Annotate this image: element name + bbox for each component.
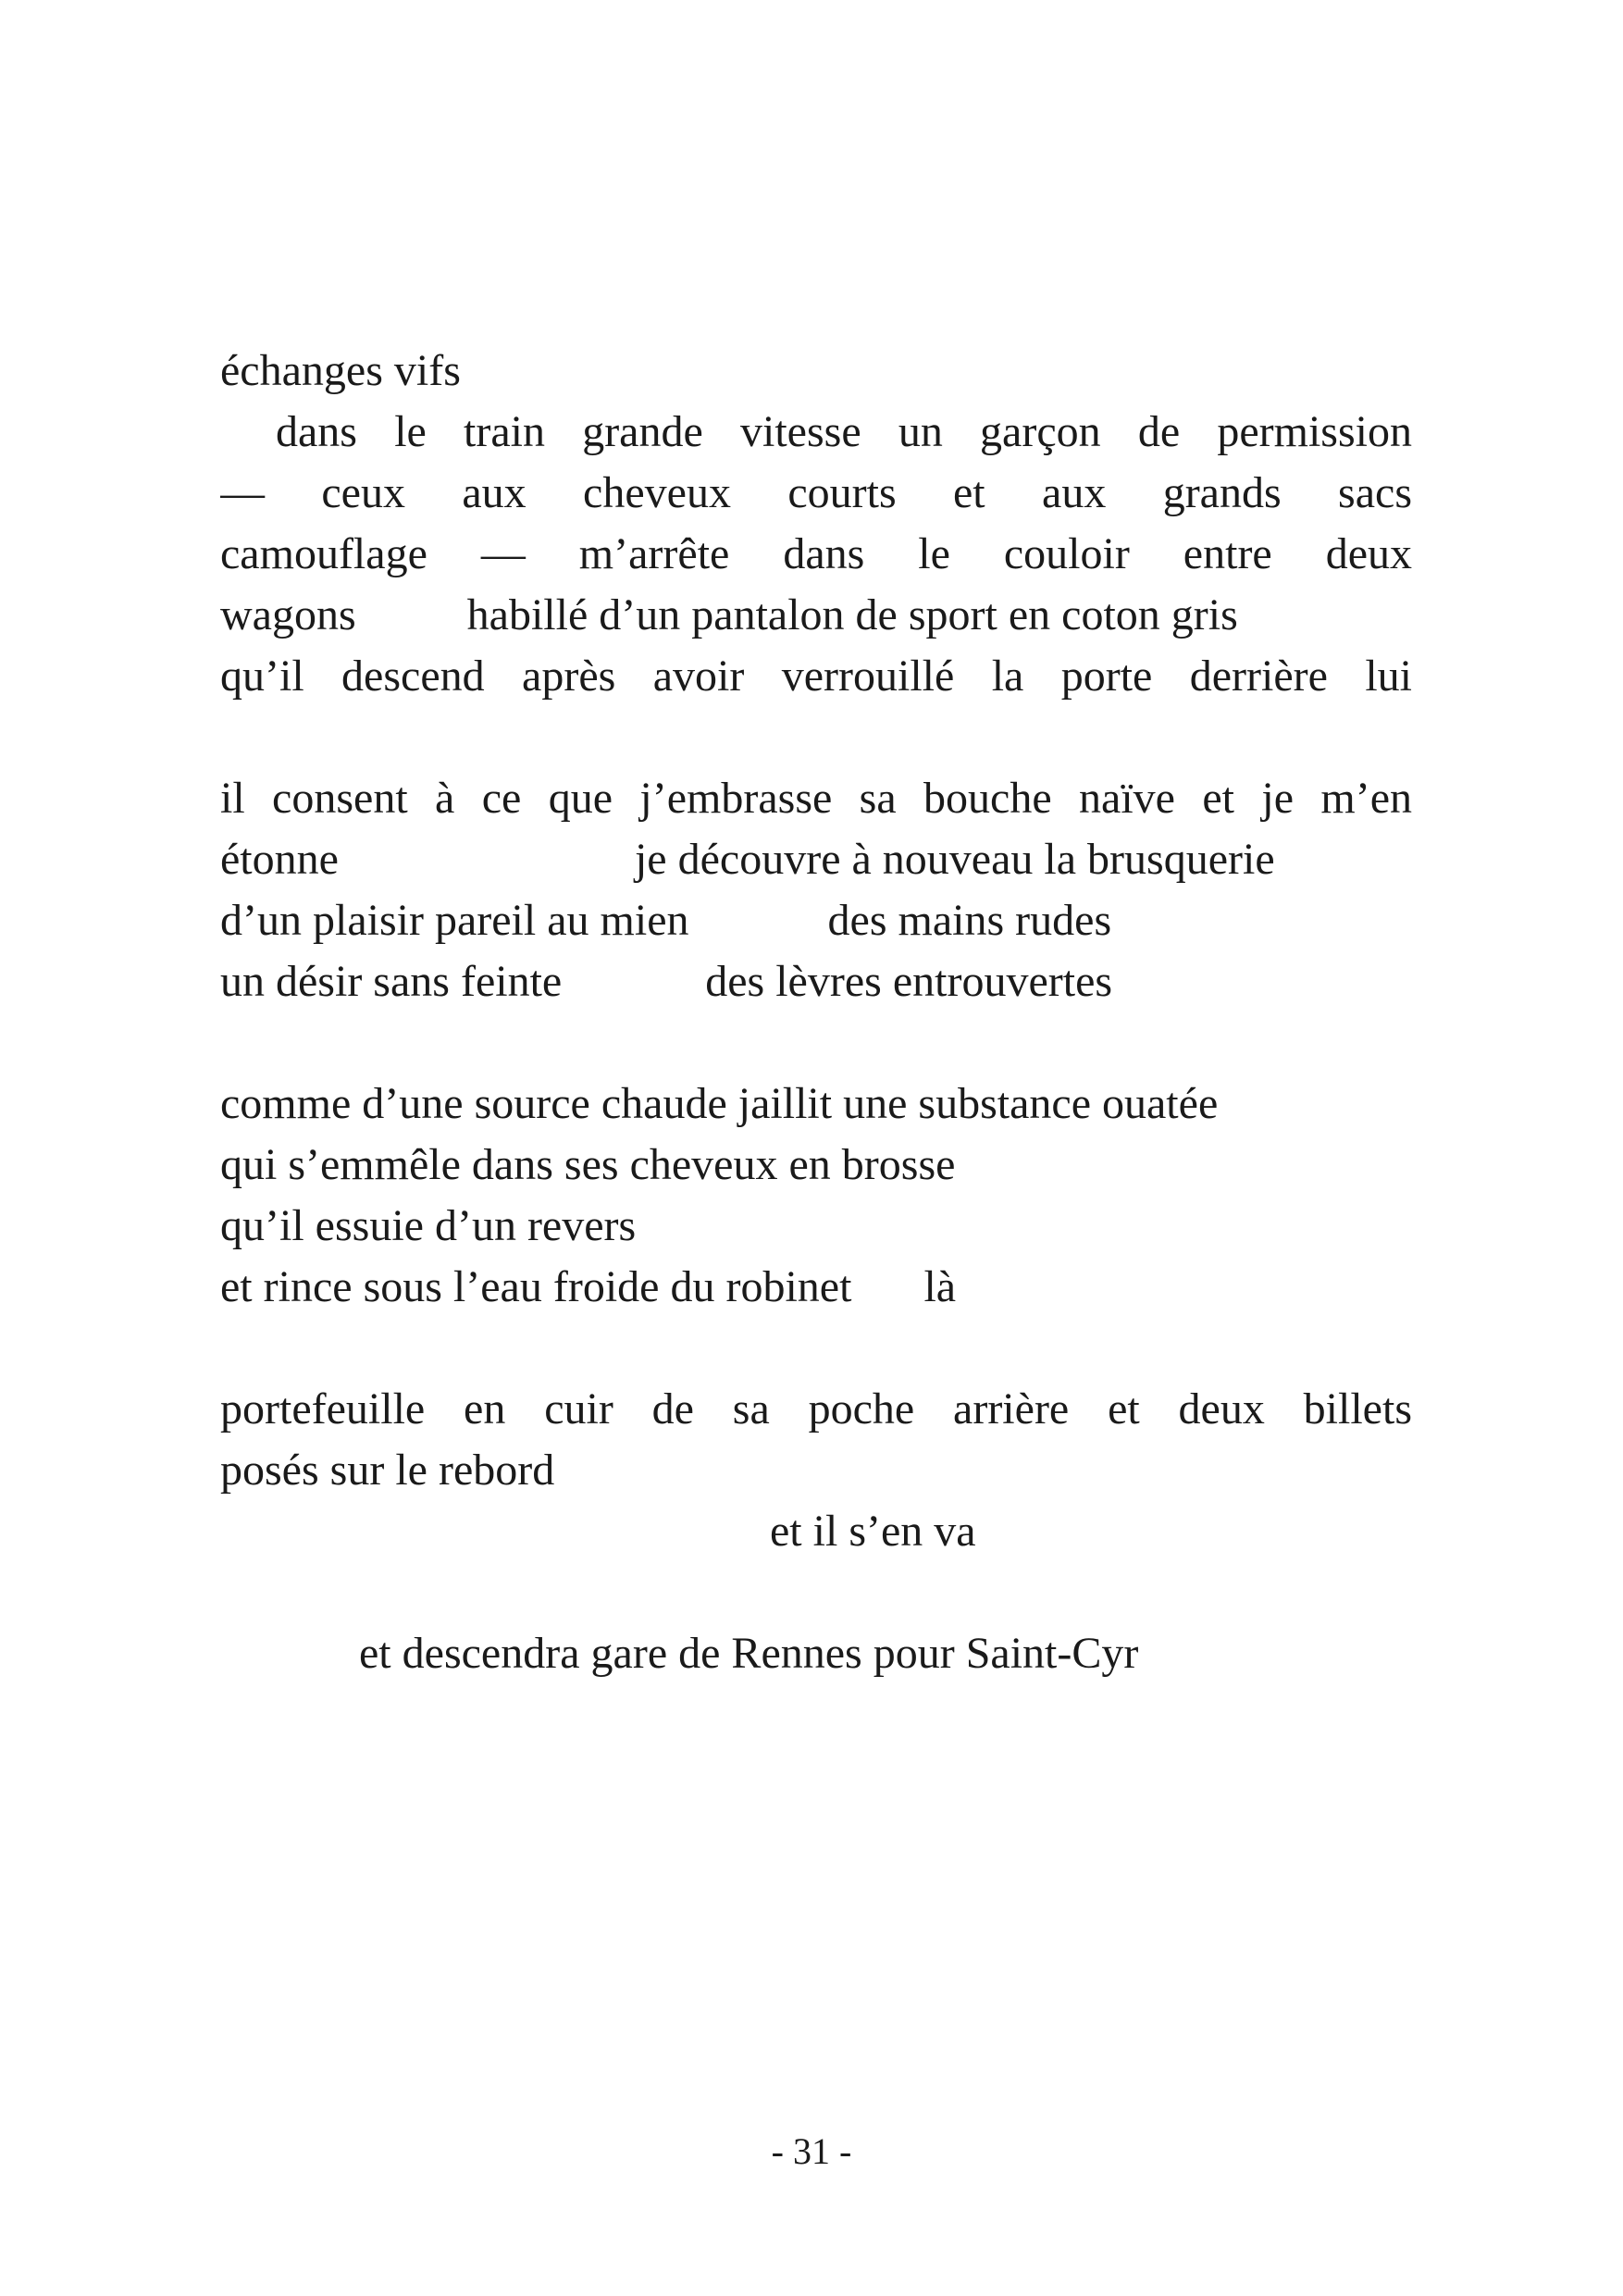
- poem-line: et il s’en va: [770, 1507, 976, 1556]
- poem-fragment: des mains rudes: [827, 896, 1112, 945]
- poem-line: qu’il descend après avoir verrouillé la porte derrière lui: [220, 652, 1412, 701]
- poem-line: il consent à ce que j’embrasse sa bouche naïve et je m’en: [220, 774, 1412, 823]
- poem-line: posés sur le rebord: [220, 1446, 555, 1495]
- poem-line: [220, 1257, 1412, 1318]
- poem-line: qui s’emmêle dans ses cheveux en brosse: [220, 1140, 956, 1189]
- poem-line: [220, 951, 1412, 1012]
- poem-line: — ceux aux cheveux courts et aux grands sacs: [220, 468, 1412, 517]
- poem-line: [220, 585, 1412, 646]
- stanza-1: [220, 341, 1412, 707]
- poem-fragment: et rince sous l’eau froide du robinet: [220, 1262, 852, 1311]
- stanza-3: [220, 1074, 1412, 1318]
- poem-fragment: wagons: [220, 590, 356, 639]
- poem-fragment: d’un plaisir pareil au mien: [220, 896, 689, 945]
- poem-line: comme d’une source chaude jaillit une substance ouatée: [220, 1079, 1219, 1128]
- stanza-4: [220, 1379, 1412, 1562]
- poem-fragment: étonne: [220, 835, 339, 884]
- poem-line: camouflage — m’arrête dans le couloir entre deux: [220, 529, 1412, 578]
- stanza-2: [220, 768, 1412, 1012]
- poem-fragment: là: [923, 1262, 957, 1311]
- poem-line: échanges vifs: [220, 346, 461, 395]
- stanza-5: [220, 1623, 1412, 1684]
- poem-line: [220, 829, 1412, 890]
- poem-line: dans le train grande vitesse un garçon de permission: [276, 407, 1412, 456]
- page-number: - 31 -: [771, 2130, 852, 2172]
- poem-line: et descendra gare de Rennes pour Saint-Cyr: [359, 1629, 1139, 1678]
- poem-line: [220, 890, 1412, 951]
- poem-fragment: habillé d’un pantalon de sport en coton gris: [466, 590, 1238, 639]
- poem-fragment: je découvre à nouveau la brusquerie: [634, 835, 1275, 884]
- poem-line: portefeuille en cuir de sa poche arrière et deux billets: [220, 1384, 1412, 1433]
- poem-fragment: des lèvres entrouvertes: [705, 957, 1113, 1006]
- poem-line: qu’il essuie d’un revers: [220, 1201, 637, 1250]
- poem-fragment: un désir sans feinte: [220, 957, 563, 1006]
- poem-body: [220, 341, 1412, 1745]
